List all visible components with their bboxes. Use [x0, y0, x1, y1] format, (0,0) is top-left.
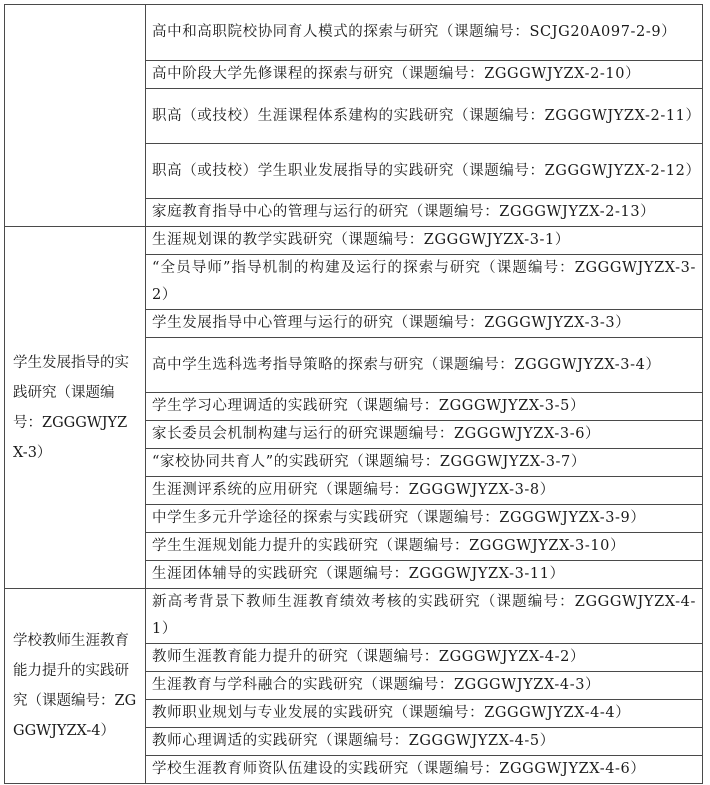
- topic-cell: 学生发展指导中心管理与运行的研究（课题编号：ZGGGWJYZX-3-3）: [146, 310, 703, 338]
- table-row: [5, 5, 703, 61]
- topic-cell: 生涯团体辅导的实践研究（课题编号：ZGGGWJYZX-3-11）: [146, 561, 703, 589]
- group-cell: [5, 5, 146, 227]
- research-topics-table: [4, 4, 703, 784]
- group-cell: 学生发展指导的实践研究（课题编号：ZGGGWJYZX-3）: [5, 227, 146, 589]
- topic-cell: 教师心理调适的实践研究（课题编号：ZGGGWJYZX-4-5）: [146, 728, 703, 756]
- table-row: [5, 589, 703, 644]
- topic-cell: 职高（或技校）生涯课程体系建构的实践研究（课题编号：ZGGGWJYZX-2-11）: [146, 89, 703, 144]
- topic-cell: 家庭教育指导中心的管理与运行的研究（课题编号：ZGGGWJYZX-2-13）: [146, 199, 703, 227]
- topic-cell: 生涯测评系统的应用研究（课题编号：ZGGGWJYZX-3-8）: [146, 477, 703, 505]
- topic-cell: “家校协同共育人”的实践研究（课题编号：ZGGGWJYZX-3-7）: [146, 449, 703, 477]
- topic-cell: 学生生涯规划能力提升的实践研究（课题编号：ZGGGWJYZX-3-10）: [146, 533, 703, 561]
- topic-cell: 家长委员会机制构建与运行的研究课题编号：ZGGGWJYZX-3-6）: [146, 421, 703, 449]
- topic-cell: 学生学习心理调适的实践研究（课题编号：ZGGGWJYZX-3-5）: [146, 393, 703, 421]
- topic-cell: “全员导师”指导机制的构建及运行的探索与研究（课题编号：ZGGGWJYZX-3-2）: [146, 255, 703, 310]
- topic-cell: 新高考背景下教师生涯教育绩效考核的实践研究（课题编号：ZGGGWJYZX-4-1）: [146, 589, 703, 644]
- topic-cell: 高中阶段大学先修课程的探索与研究（课题编号：ZGGGWJYZX-2-10）: [146, 61, 703, 89]
- table-row: [5, 227, 703, 255]
- topic-cell: 教师职业规划与专业发展的实践研究（课题编号：ZGGGWJYZX-4-4）: [146, 700, 703, 728]
- topic-cell: 高中学生选科选考指导策略的探索与研究（课题编号：ZGGGWJYZX-3-4）: [146, 338, 703, 393]
- topic-cell: 生涯教育与学科融合的实践研究（课题编号：ZGGGWJYZX-4-3）: [146, 672, 703, 700]
- topic-cell: 教师生涯教育能力提升的研究（课题编号：ZGGGWJYZX-4-2）: [146, 644, 703, 672]
- group-cell: 学校教师生涯教育能力提升的实践研究（课题编号：ZGGGWJYZX-4）: [5, 589, 146, 784]
- topic-cell: 生涯规划课的教学实践研究（课题编号：ZGGGWJYZX-3-1）: [146, 227, 703, 255]
- topic-cell: 职高（或技校）学生职业发展指导的实践研究（课题编号：ZGGGWJYZX-2-12）: [146, 144, 703, 199]
- topic-cell: 中学生多元升学途径的探索与实践研究（课题编号：ZGGGWJYZX-3-9）: [146, 505, 703, 533]
- topic-cell: 高中和高职院校协同育人模式的探索与研究（课题编号：SCJG20A097-2-9）: [146, 5, 703, 61]
- topic-cell: 学校生涯教育师资队伍建设的实践研究（课题编号：ZGGGWJYZX-4-6）: [146, 756, 703, 784]
